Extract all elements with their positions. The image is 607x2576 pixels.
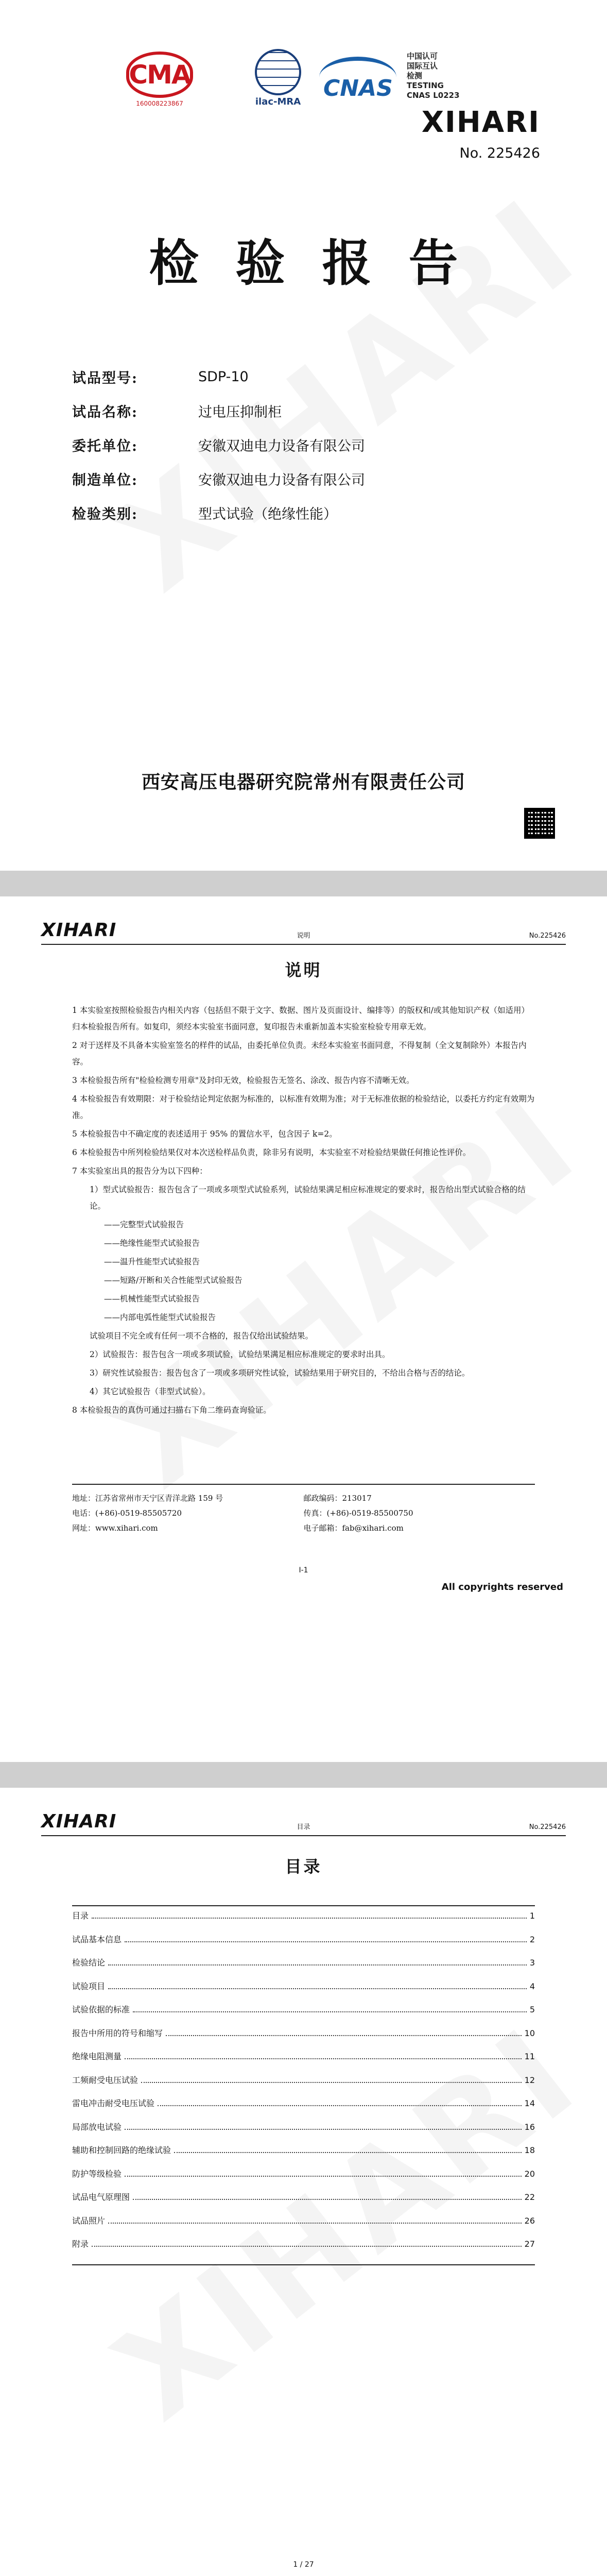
toc-entry[interactable]: 附录 27 <box>72 2239 535 2249</box>
list-item: 1 本实验室按照检验报告内相关内容（包括但不限于文字、数据、图片及页面设计、编排等）的版权和/或其他知识产权（如适用）归本检验报告所有。如复印，须经本实验室书面同意，复印报告未重新加盖本实验室检验专用章无效。 <box>72 1006 530 1031</box>
field-client: 委托单位: 安徽双迪电力设备有限公司 <box>72 438 365 454</box>
toc-entry[interactable]: 报告中所用的符号和缩写 10 <box>72 2028 535 2038</box>
brand-logo: XIHARI <box>421 106 540 139</box>
qr-code-icon[interactable] <box>524 808 555 839</box>
list-item: ——温升性能型式试验报告 <box>104 1257 200 1266</box>
list-item: 7 本实验室出具的报告分为以下四种： <box>72 1166 207 1176</box>
list-item: 4）其它试验报告（非型式试验）。 <box>90 1387 211 1396</box>
cover-fields <box>72 360 535 530</box>
toc-entry[interactable]: 试品照片 26 <box>72 2215 535 2226</box>
ilac-mra-logo: ilac-MRA <box>242 49 314 111</box>
list-item: ——完整型式试验报告 <box>104 1220 184 1229</box>
header-section: 说明 <box>297 932 310 940</box>
toc-entry[interactable]: 局部放电试验 16 <box>72 2122 535 2132</box>
brand-logo: XIHARI <box>41 1811 117 1832</box>
list-item: 6 本检验报告中所列检验结果仅对本次送检样品负责，除非另有说明，本实验室不对检验结果做任何推论性评价。 <box>72 1148 471 1157</box>
report-number: No. 225426 <box>459 145 540 161</box>
field-model: 试品型号: SDP-10 <box>72 368 249 386</box>
copyright-notice: All copyrights reserved <box>441 1582 563 1592</box>
cover-page <box>0 0 607 871</box>
cma-logo: CMA 160008223867 <box>126 52 193 107</box>
list-item: 3 本检验报告所有"检验检测专用章"及封印无效，检验报告无签名、涂改、报告内容不清晰无效。 <box>72 1076 414 1085</box>
list-item: 5 本检验报告中不确定度的表述适用于 95% 的置信水平，包含因子 k=2。 <box>72 1129 337 1139</box>
list-item: 3）研究性试验报告：报告包含了一项或多项研究性试验，试验结果用于研究目的，不给出合格与否的结论。 <box>90 1368 470 1378</box>
page-number: 1 / 27 <box>293 2561 314 2569</box>
cnas-logo: CNAS <box>319 52 402 103</box>
toc-entry[interactable]: 辅助和控制回路的绝缘试验 18 <box>72 2145 535 2155</box>
header-report-number: No.225426 <box>529 932 566 940</box>
list-item: 2）试验报告：报告包含一项或多项试验，试验结果满足相应标准规定的要求时出具。 <box>90 1350 390 1359</box>
field-manufacturer: 制造单位: 安徽双迪电力设备有限公司 <box>72 472 365 488</box>
field-product-name: 试品名称: 过电压抑制柜 <box>72 404 282 420</box>
issuing-organization: 西安高压电器研究院常州有限责任公司 <box>141 772 465 793</box>
list-item: ——内部电弧性能型式试验报告 <box>104 1313 216 1322</box>
toc-entry[interactable]: 工频耐受电压试验 12 <box>72 2075 535 2085</box>
instruction-list <box>72 1002 535 1420</box>
toc-entry[interactable]: 绝缘电阻测量 11 <box>72 2052 535 2061</box>
brand-logo: XIHARI <box>41 920 117 941</box>
list-item: 8 本检验报告的真伪可通过扫描右下角二维码查询验证。 <box>72 1405 271 1415</box>
toc-entry[interactable]: 目录 1 <box>72 1911 535 1921</box>
list-item: 2 对于送样及不具备本实验室签名的样件的试品，由委托单位负责。未经本实验室书面同意，不得复制（全文复制除外）本报告内容。 <box>72 1041 527 1066</box>
page-number: I-1 <box>299 1566 308 1574</box>
page-header <box>41 922 566 945</box>
toc-page <box>0 1788 607 2576</box>
toc-entry[interactable]: 试品基本信息 2 <box>72 1934 535 1944</box>
contact-info: 地址：江苏省常州市天宁区青洋北路 159 号 邮政编码：213017 电话：(+86)-0519-85505720 传真：(+86)-0519-85500750 网址：www.xihari.com 电子邮箱：fab@xihari.com <box>72 1484 535 1536</box>
page-title: 说明 <box>285 960 322 980</box>
instructions-page <box>0 896 607 1762</box>
page-header <box>41 1811 566 1836</box>
header-section: 目录 <box>297 1823 310 1831</box>
list-item: 试验项目不完全或有任何一项不合格的，报告仅给出试验结果。 <box>90 1331 314 1341</box>
list-item: ——短路/开断和关合性能型式试验报告 <box>104 1276 242 1285</box>
list-item: ——机械性能型式试验报告 <box>104 1294 200 1303</box>
cnas-accreditation-text: 中国认可 国际互认 检测 TESTING CNAS L0223 <box>407 52 460 100</box>
toc-entry[interactable]: 雷电冲击耐受电压试验 14 <box>72 2098 535 2108</box>
table-of-contents <box>72 1905 535 2265</box>
toc-entry[interactable]: 试验项目 4 <box>72 1981 535 1991</box>
list-item: 4 本检验报告有效期限：对于检验结论判定依据为标准的，以标准有效期为准；对于无标准依据的检验结论，以委托方约定有效期为准。 <box>72 1094 535 1120</box>
toc-entry[interactable]: 试品电气原理图 22 <box>72 2192 535 2202</box>
list-item: ——绝缘性能型式试验报告 <box>104 1239 200 1248</box>
page-title: 目录 <box>285 1857 322 1876</box>
toc-entry[interactable]: 试验依据的标准 5 <box>72 2005 535 2014</box>
field-test-category: 检验类别: 型式试验（绝缘性能） <box>72 506 337 522</box>
list-item: 1）型式试验报告：报告包含了一项或多项型式试验系列，试验结果满足相应标准规定的要求时，报告给出型式试验合格的结论。 <box>90 1185 526 1211</box>
header-report-number: No.225426 <box>529 1823 566 1831</box>
toc-entry[interactable]: 检验结论 3 <box>72 1958 535 1968</box>
toc-entry[interactable]: 防护等级检验 20 <box>72 2168 535 2179</box>
report-title: 检验报告 <box>149 234 495 292</box>
